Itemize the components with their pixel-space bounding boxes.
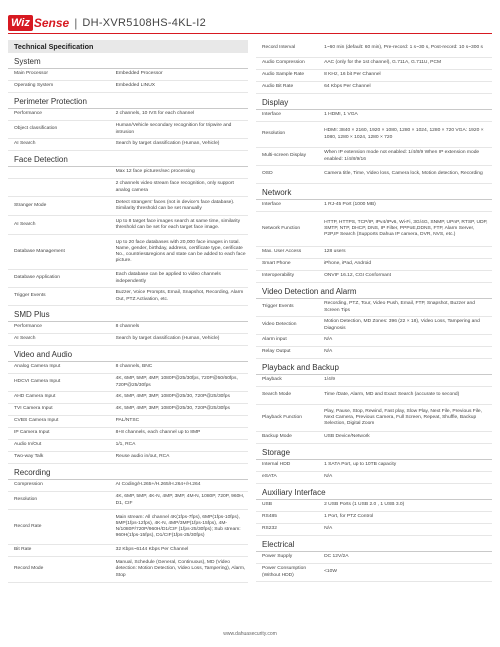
spec-value: 1 HDMI, 1 VGA <box>324 112 358 118</box>
spec-row <box>256 472 492 484</box>
spec-value: USB Device/Network <box>324 434 370 440</box>
section-heading: Video and Audio <box>8 348 248 362</box>
spec-value: Main stream: All channel 4K(1fps-7fps), 6MP(1fps-10fps), 5MP(1fps-12fps), 4K-N, 4MP/3MP(1fps-15fps), 4M-N/1080P/720P/960H/D1/CIF (1fps-25/30fps); Sub stream: 960H(1fps-15fps), D1/CIF(1fps-25/30fps) <box>115 514 241 539</box>
spec-row <box>8 167 248 179</box>
spec-row <box>256 70 492 82</box>
spec-value: 8 channels <box>115 324 140 330</box>
spec-value: 4K, 6MP, 5MP, 4MP, 1080P@25/30fps, 720P@50/60fps, 720P@25/30fps <box>115 376 238 388</box>
section-heading: Storage <box>256 446 492 460</box>
spec-key: Resolution <box>14 497 38 503</box>
spec-row <box>8 216 248 235</box>
spec-value: HDMI: 3840 × 2160, 1920 × 1080, 1280 × 1024, 1280 × 720 VGA: 1920 × 1080, 1280 × 1024, 1280 × 720 <box>324 128 484 140</box>
spec-row <box>8 480 248 492</box>
spec-value: Camera title, Time, Video loss, Camera lock, Motion detection, Recording <box>324 171 483 177</box>
spec-value: N/A <box>324 474 333 480</box>
spec-key: Power Supply <box>262 554 293 560</box>
spec-key: Trigger Events <box>14 293 46 299</box>
spec-key: Bit Rate <box>14 547 32 553</box>
spec-key: OSD <box>262 171 273 177</box>
spec-key: Audio Compression <box>262 60 305 66</box>
spec-key: Performance <box>14 111 42 117</box>
spec-row <box>256 148 492 166</box>
spec-value: 2 USB Ports (1 USB 2.0 , 1 USB 3.0) <box>324 502 405 508</box>
spec-value: N/A <box>324 349 333 355</box>
spec-value: Search by target classification (Human, Vehicle) <box>115 336 220 342</box>
spec-row <box>256 347 492 359</box>
spec-value: HTTP, HTTPS, TCP/IP, IPv4/IPv6, Wi-Fi, 3G/4G, SNMP, UPnP, RTSP, UDP, SMTP, NTP, DHCP, DNS, IP Filter, PPPoE,DDNS, FTP, Alarm Server, P2P,IP Search (Supports Dahua IP camera, DVR, NVS, etc.) <box>324 219 488 238</box>
spec-value: 1 Port, for PTZ Control <box>324 514 374 520</box>
spec-key: Database Management <box>14 248 65 254</box>
spec-value: N/A <box>324 337 333 343</box>
spec-key: Resolution <box>262 131 286 137</box>
spec-key: Two-way Talk <box>14 454 44 460</box>
spec-row <box>8 440 248 452</box>
spec-row <box>8 545 248 557</box>
spec-row <box>256 212 492 247</box>
spec-row <box>256 271 492 283</box>
spec-key <box>8 179 114 196</box>
spec-value: Manual, Schedule (General, Continuous), MD (Video detection: Motion Detection, Video Loss, Tampering), Alarm, Stop <box>115 560 246 578</box>
spec-value: 128 users <box>324 249 346 255</box>
spec-row <box>8 334 248 346</box>
spec-key: Internal HDD <box>262 462 291 468</box>
spec-key: Record Mode <box>14 566 44 572</box>
spec-value: Up to 20 face databases with 20,000 face images in total. Name, gender, birthday, address, certificate type, cerificate No., countries&regions and state can be added to each face picture. <box>115 239 246 264</box>
spec-value: Buzzer, Voice Prompts, Email, Snapshot, Recording, Alarm Out, PTZ Activation, etc. <box>115 290 244 302</box>
spec-key: Compression <box>14 482 43 488</box>
spec-row <box>256 335 492 347</box>
spec-key <box>8 167 114 178</box>
spec-column-right <box>256 40 492 582</box>
spec-key: Interface <box>262 202 282 208</box>
spec-value: Human/Vehicle secondary recognition for tripwire and intrusion <box>115 123 232 135</box>
spec-key: Max. User Access <box>262 249 302 255</box>
spec-row <box>256 200 492 212</box>
spec-key: Playback Function <box>262 414 302 420</box>
spec-row <box>256 524 492 536</box>
spec-key: Audio Sample Rate <box>262 72 305 78</box>
spec-row <box>256 82 492 94</box>
logo-wiz: Wiz <box>8 15 33 31</box>
spec-row <box>256 564 492 582</box>
spec-key: AI Search <box>14 336 36 342</box>
model-number: DH-XVR5108HS-4KL-I2 <box>82 17 207 29</box>
spec-row <box>8 121 248 139</box>
spec-value: N/A <box>324 526 333 532</box>
spec-value: <10W <box>324 569 337 575</box>
spec-value: AI Coding/H.265+/H.265/H.264+/H.264 <box>115 482 201 488</box>
section-heading: Network <box>256 186 492 200</box>
spec-value: 8+8 channels, each channel up to 8MP <box>115 430 201 436</box>
spec-row <box>8 139 248 151</box>
spec-value: ONVIF 16.12, CGI Conformant <box>324 273 391 279</box>
header-divider <box>8 33 492 34</box>
spec-row <box>8 557 248 583</box>
section-heading: Recording <box>8 466 248 480</box>
spec-key: AHD Camera Input <box>14 394 56 400</box>
spec-key: Relay Output <box>262 349 291 355</box>
spec-value: 1 RJ-45 Port (1000 MB) <box>324 202 376 208</box>
spec-key: Main Processor <box>14 71 48 77</box>
spec-row <box>256 500 492 512</box>
spec-row <box>256 375 492 387</box>
header <box>8 14 206 32</box>
spec-value: When IP extension mode not enabled: 1/4/8/9 When IP extension mode enabled: 1/4/8/9/16 <box>324 150 480 162</box>
spec-key: Backup Mode <box>262 434 292 440</box>
spec-key: Trigger Events <box>262 304 294 310</box>
section-heading: SMD Plus <box>8 308 248 322</box>
spec-key: Database Application <box>14 275 60 281</box>
spec-row <box>8 492 248 510</box>
spec-row <box>8 362 248 374</box>
spec-row <box>8 510 248 545</box>
spec-key: Smart Phone <box>262 261 291 267</box>
spec-value: 32 Kbps~6144 Kbps Per Channel <box>115 547 189 553</box>
spec-key: Stranger Mode <box>14 202 47 208</box>
section-heading: Playback and Backup <box>256 361 492 375</box>
spec-key: CVBS Camera Input <box>14 418 59 424</box>
spec-row <box>256 247 492 259</box>
spec-key: Playback <box>262 377 282 383</box>
spec-value: Up to 8 target face images search at same time, similarity threshold can be set for each target face image. <box>115 218 241 230</box>
spec-key: Video Detection <box>262 322 297 328</box>
spec-key: Power Consumption (Without HDD) <box>262 566 307 578</box>
spec-row <box>256 166 492 184</box>
spec-title: Technical Specification <box>8 40 248 53</box>
spec-row <box>256 299 492 317</box>
spec-value: 8 channels, BNC <box>115 364 153 370</box>
spec-value: Embedded Processor <box>115 71 163 77</box>
spec-value: PAL/NTSC <box>115 418 140 424</box>
spec-value: 64 Kbps Per Channel <box>324 84 371 90</box>
spec-value: 4K, 5MP, 4MP, 3MP, 1080P@25/30, 720P@25/30fps <box>115 406 230 412</box>
spec-value: Motion Detection, MD Zones: 396 (22 × 18), Video Loss, Tampering and Diagnosis <box>324 319 480 331</box>
spec-key: TVI Camera Input <box>14 406 53 412</box>
spec-row <box>8 428 248 440</box>
spec-row <box>8 392 248 404</box>
spec-row <box>8 197 248 216</box>
spec-value: 1~60 min (default: 60 min), Pre-record: 1 s~30 s, Post-record: 10 s~300 s <box>324 45 483 51</box>
spec-row <box>8 81 248 93</box>
spec-key: Interface <box>262 112 282 118</box>
spec-row <box>8 452 248 464</box>
section-heading: Auxiliary Interface <box>256 486 492 500</box>
spec-value: Reuse audio in/out, RCA <box>115 454 170 460</box>
spec-row <box>8 416 248 428</box>
section-heading: Perimeter Protection <box>8 95 248 109</box>
spec-key: Analog Camera Input <box>14 364 61 370</box>
spec-key: AI Search <box>14 221 36 227</box>
spec-column-left <box>8 40 248 583</box>
spec-key: Alarm input <box>262 337 287 343</box>
spec-value: 4K, 5MP, 4MP, 3MP, 1080P@25/30, 720P@25/30fps <box>115 394 230 400</box>
spec-row <box>8 69 248 81</box>
section-heading: Electrical <box>256 538 492 552</box>
spec-key: RS485 <box>262 514 277 520</box>
spec-value: 1/4/9 <box>324 377 335 383</box>
spec-row <box>8 179 248 197</box>
spec-key: AI Search <box>14 141 36 147</box>
spec-key: Audio In/Out <box>14 442 42 448</box>
spec-row <box>256 405 492 432</box>
spec-value: 1/1, RCA <box>115 442 136 448</box>
spec-row <box>256 387 492 405</box>
spec-key: IP Camera Input <box>14 430 50 436</box>
spec-value: 2 channels video stream face recognition, only support analog camera <box>115 181 234 193</box>
spec-value: Embedded LINUX <box>115 83 156 89</box>
spec-key: RS232 <box>262 526 277 532</box>
spec-key: Audio Bit Rate <box>262 84 294 90</box>
spec-row <box>8 374 248 392</box>
spec-value: Detect strangers' faces (not in device's face database). Similarity threshold can be set manually <box>115 199 235 211</box>
spec-value: 2 channels, 10 IVS for each channel <box>115 111 195 117</box>
spec-row <box>256 552 492 564</box>
spec-row <box>256 110 492 122</box>
spec-value: Recording, PTZ, Tour, Video Push, Email, FTP, Snapshot, Buzzer and Screen Tips <box>324 301 475 313</box>
spec-row <box>256 460 492 472</box>
spec-row <box>8 322 248 334</box>
spec-value: Play, Pause, Stop, Rewind, Fast play, Slow Play, Next File, Previous File, Next Camera, Previous Camera, Full Screen, Repeat, Shuffle, Backup Selection, Digital Zoom <box>324 408 482 427</box>
spec-row <box>8 109 248 121</box>
spec-key: Object classification <box>14 126 58 132</box>
spec-value: Each database can be applied to video channels independently <box>115 272 221 284</box>
spec-value: Time /Date, Alarm, MD and Exact Search (accurate to second) <box>324 392 460 398</box>
spec-row <box>8 235 248 270</box>
spec-key: Operating System <box>14 83 54 89</box>
footer-url[interactable]: www.dahuasecurity.com <box>223 631 277 637</box>
spec-key: HDCVI Camera Input <box>14 379 61 385</box>
logo-sense: Sense <box>33 16 70 30</box>
section-heading: System <box>8 55 248 69</box>
section-heading: Display <box>256 96 492 110</box>
spec-key: Record Rate <box>14 523 42 529</box>
spec-key: Record Interval <box>262 45 296 51</box>
spec-value: Search by target classification (Human, Vehicle) <box>115 141 220 147</box>
spec-value: 1 SATA Port, up to 10TB capacity <box>324 462 397 468</box>
spec-value: 4K, 6MP, 5MP, 4K-N, 4MP, 3MP, 4M-N, 1080P, 720P, 960H, D1, CIF <box>115 494 245 506</box>
brand-logo <box>8 15 69 31</box>
header-separator: | <box>74 16 78 30</box>
section-heading: Face Detection <box>8 153 248 167</box>
spec-row <box>256 58 492 70</box>
spec-row <box>256 122 492 148</box>
spec-key: eSATA <box>262 474 277 480</box>
spec-key: Search Mode <box>262 392 292 398</box>
spec-row <box>256 40 492 58</box>
spec-value: Max 12 face pictures/sec processing <box>115 169 195 175</box>
spec-row <box>256 317 492 335</box>
spec-key: Network Function <box>262 225 301 231</box>
spec-key: Performance <box>14 324 42 330</box>
spec-row <box>256 432 492 444</box>
section-heading: Video Detection and Alarm <box>256 285 492 299</box>
spec-value: 8 KHz, 16 bit Per Channel <box>324 72 381 78</box>
spec-key: Multi-screen Display <box>262 153 307 159</box>
spec-row <box>256 259 492 271</box>
spec-key: USB <box>262 502 273 508</box>
spec-value: AAC (only for the 1st channel), G.711A, G.711U, PCM <box>324 60 442 66</box>
spec-key: Interoperability <box>262 273 295 279</box>
spec-row <box>8 288 248 306</box>
spec-value: iPhone, iPad, Android <box>324 261 372 267</box>
spec-row <box>256 512 492 524</box>
spec-value: DC 12V/2A <box>324 554 349 560</box>
spec-row <box>8 404 248 416</box>
spec-row <box>8 270 248 288</box>
